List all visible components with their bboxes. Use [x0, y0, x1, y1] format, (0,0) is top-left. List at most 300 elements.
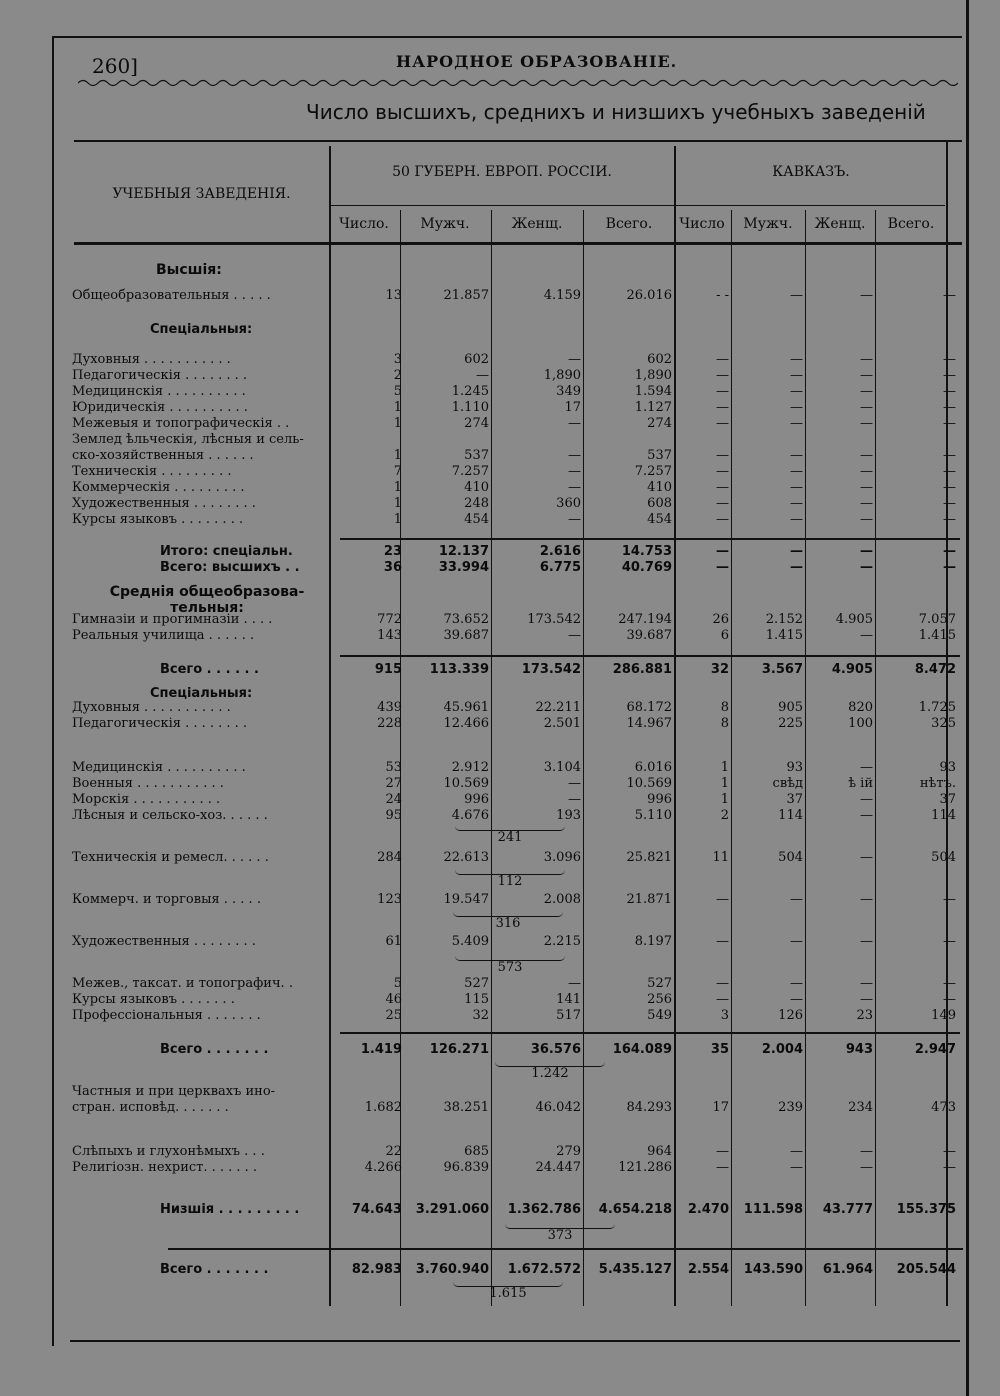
table-cell: 126 [778, 1008, 803, 1023]
table-cell: 24.447 [535, 1160, 581, 1175]
brace-line [455, 956, 565, 961]
row-label: Духовныя . . . . . . . . . . . [72, 700, 231, 715]
table-cell: 36.576 [530, 1042, 581, 1057]
col-men-2: Мужч. [743, 216, 793, 232]
table-cell: — [943, 416, 956, 431]
table-cell: — [790, 992, 803, 1007]
row-label: ско-хозяйственныя . . . . . . [72, 448, 254, 463]
row-label: Реальныя училища . . . . . . [72, 628, 255, 643]
brace-value: 1.242 [531, 1066, 569, 1081]
group-header-russia: 50 ГУБЕРН. ЕВРОП. РОССІИ. [392, 164, 612, 180]
table-cell: 1,890 [634, 368, 672, 383]
table-cell: 14.753 [621, 544, 672, 559]
table-cell: 26.016 [626, 288, 672, 303]
table-cell: 12.466 [443, 716, 489, 731]
row-label-header: УЧЕБНЫЯ ЗАВЕДЕНІЯ. [112, 186, 291, 202]
right-edge [966, 0, 969, 1396]
table-cell: 608 [647, 496, 672, 511]
table-cell: 4.654.218 [598, 1202, 672, 1217]
row-label: Слѣпыхъ и глухонѣмыхъ . . . [72, 1144, 265, 1159]
table-cell: 121.286 [618, 1160, 672, 1175]
table-cell: 155.375 [896, 1202, 956, 1217]
col-rule [674, 146, 676, 1306]
table-cell: — [568, 464, 581, 479]
table-cell: 149 [931, 1008, 956, 1023]
table-cell: — [790, 400, 803, 415]
table-cell: — [860, 1160, 873, 1175]
table-cell: 126.271 [429, 1042, 489, 1057]
table-cell: 4.266 [364, 1160, 402, 1175]
table-cell: 21.871 [626, 892, 672, 907]
table-cell: 685 [464, 1144, 489, 1159]
table-cell: 17 [564, 400, 581, 415]
table-cell: 173.542 [521, 662, 581, 677]
group-header-caucasus: КАВКАЗЪ. [772, 164, 850, 180]
table-cell: 279 [556, 1144, 581, 1159]
table-cell: 14.967 [626, 716, 672, 731]
row-label: Общеобразовательныя . . . . . [72, 288, 271, 303]
table-cell: — [790, 1160, 803, 1175]
table-cell: 1,890 [543, 368, 581, 383]
table-cell: — [860, 792, 873, 807]
table-cell: 164.089 [612, 1042, 672, 1057]
table-cell: 5.409 [451, 934, 489, 949]
table-cell: — [568, 480, 581, 495]
brace-line [455, 870, 565, 875]
table-cell: 22 [385, 1144, 402, 1159]
total-rule [168, 1248, 963, 1250]
table-cell: 8 [720, 716, 729, 731]
total-rule [340, 655, 960, 657]
table-cell: — [790, 544, 803, 559]
table-cell: 22.211 [535, 700, 581, 715]
table-cell: — [943, 1144, 956, 1159]
table-cell: 2.616 [539, 544, 581, 559]
table-cell: 410 [647, 480, 672, 495]
table-cell: 820 [848, 700, 873, 715]
row-label: Художественныя . . . . . . . . [72, 496, 256, 511]
row-label: Юридическія . . . . . . . . . . [72, 400, 248, 415]
row-label: Педагогическія . . . . . . . . [72, 368, 248, 383]
table-cell: — [860, 400, 873, 415]
table-cell: 3.104 [543, 760, 581, 775]
table-cell: — [716, 1144, 729, 1159]
col-total-1: Всего. [605, 216, 653, 232]
table-cell: — [860, 448, 873, 463]
table-cell: — [860, 480, 873, 495]
table-cell: 996 [464, 792, 489, 807]
table-cell: — [943, 288, 956, 303]
brace-line [453, 1282, 563, 1287]
row-label: Коммерческія . . . . . . . . . [72, 480, 245, 495]
table-cell: 95 [385, 808, 402, 823]
table-cell: — [860, 992, 873, 1007]
table-cell: — [568, 352, 581, 367]
header-top-rule [74, 140, 962, 142]
table-cell: — [943, 464, 956, 479]
table-cell: — [790, 1144, 803, 1159]
row-label: Всего: высшихъ . . [160, 560, 300, 575]
table-cell: 7.057 [918, 612, 956, 627]
table-cell: 772 [377, 612, 402, 627]
table-cell: 3 [720, 1008, 729, 1023]
table-cell: — [716, 384, 729, 399]
table-cell: 38.251 [443, 1100, 489, 1115]
table-cell: — [790, 368, 803, 383]
table-cell: 1.127 [634, 400, 672, 415]
brace-value: 1.615 [489, 1286, 527, 1301]
table-cell: 1 [720, 760, 729, 775]
table-cell: 12.137 [438, 544, 489, 559]
table-cell: — [860, 628, 873, 643]
table-cell: 1.110 [451, 400, 489, 415]
table-cell: — [860, 368, 873, 383]
table-cell: 115 [464, 992, 489, 1007]
table-cell: 360 [556, 496, 581, 511]
table-title: Число высшихъ, среднихъ и низшихъ учебныхъ заведеній [306, 100, 926, 124]
table-cell: — [943, 892, 956, 907]
table-cell: 113.339 [429, 662, 489, 677]
table-cell: 40.769 [621, 560, 672, 575]
row-label: Профессіональныя . . . . . . . [72, 1008, 261, 1023]
total-rule [340, 538, 960, 540]
table-cell: — [790, 496, 803, 511]
table-cell: 8 [720, 700, 729, 715]
table-cell: 6.016 [634, 760, 672, 775]
brace-value: 241 [497, 830, 523, 845]
row-label: Техническія и ремесл. . . . . . [72, 850, 269, 865]
table-cell: ѣ ій [848, 776, 873, 791]
col-men-1: Мужч. [420, 216, 470, 232]
table-cell: 2.947 [914, 1042, 956, 1057]
col-women-1: Женщ. [511, 216, 563, 232]
table-cell: 5 [393, 976, 402, 991]
table-cell: 2.912 [451, 760, 489, 775]
table-cell: — [860, 384, 873, 399]
table-cell: — [790, 352, 803, 367]
table-cell: — [860, 760, 873, 775]
row-label: Землед ѣльческія, лѣсныя и сель- [72, 432, 304, 447]
table-cell: 7.257 [451, 464, 489, 479]
table-cell: 173.542 [527, 612, 581, 627]
table-cell: — [943, 560, 956, 575]
table-cell: свѣд [772, 776, 803, 791]
brace-value: 316 [495, 916, 521, 931]
table-cell: 915 [374, 662, 402, 677]
table-cell: — [476, 368, 489, 383]
row-label: Частныя и при церквахъ ино- [72, 1084, 276, 1099]
table-cell: 228 [377, 716, 402, 731]
col-rule [875, 210, 876, 1306]
table-cell: 5 [393, 384, 402, 399]
table-cell: 96.839 [443, 1160, 489, 1175]
table-cell: 1 [393, 416, 402, 431]
table-cell: 2.215 [543, 934, 581, 949]
table-cell: — [790, 480, 803, 495]
row-label: Медицинскія . . . . . . . . . . [72, 760, 246, 775]
table-cell: — [860, 808, 873, 823]
row-label: Техническія . . . . . . . . . [72, 464, 232, 479]
table-cell: 46 [385, 992, 402, 1007]
table-cell: — [790, 976, 803, 991]
table-cell: 234 [848, 1100, 873, 1115]
table-cell: — [860, 934, 873, 949]
table-cell: — [790, 560, 803, 575]
table-cell: 284 [377, 850, 402, 865]
table-cell: — [568, 416, 581, 431]
table-cell: 410 [464, 480, 489, 495]
table-cell: — [943, 992, 956, 1007]
table-cell: 248 [464, 496, 489, 511]
table-cell: 537 [464, 448, 489, 463]
table-cell: — [716, 448, 729, 463]
table-cell: — [568, 448, 581, 463]
table-cell: 527 [464, 976, 489, 991]
section-title: НАРОДНОЕ ОБРАЗОВАНІЕ. [396, 52, 678, 71]
table-cell: 964 [647, 1144, 672, 1159]
table-cell: — [943, 544, 956, 559]
table-cell: — [860, 1144, 873, 1159]
row-label: Религіозн. нехрист. . . . . . . [72, 1160, 258, 1175]
table-cell: — [943, 976, 956, 991]
table-cell: — [716, 892, 729, 907]
table-cell: 143.590 [743, 1262, 803, 1277]
table-cell: — [716, 544, 729, 559]
row-label: Морскія . . . . . . . . . . . [72, 792, 221, 807]
table-cell: 1 [393, 448, 402, 463]
table-cell: 32 [472, 1008, 489, 1023]
table-cell: 2 [720, 808, 729, 823]
table-cell: 996 [647, 792, 672, 807]
table-cell: 6 [720, 628, 729, 643]
table-cell: — [716, 560, 729, 575]
table-cell: 1.672.572 [507, 1262, 581, 1277]
table-cell: 100 [848, 716, 873, 731]
row-label: Военныя . . . . . . . . . . . [72, 776, 224, 791]
table-cell: 1 [720, 792, 729, 807]
table-cell: 36 [383, 560, 402, 575]
table-cell: 111.598 [743, 1202, 803, 1217]
table-cell: - - [716, 288, 729, 303]
table-cell: 39.687 [443, 628, 489, 643]
table-cell: 10.569 [443, 776, 489, 791]
table-cell: 32 [710, 662, 729, 677]
table-cell: — [943, 512, 956, 527]
table-cell: — [943, 384, 956, 399]
table-cell: 325 [931, 716, 956, 731]
table-cell: — [568, 628, 581, 643]
row-label: Медицинскія . . . . . . . . . . [72, 384, 246, 399]
table-cell: 517 [556, 1008, 581, 1023]
table-cell: — [860, 850, 873, 865]
table-cell: 123 [377, 892, 402, 907]
table-cell: 21.857 [443, 288, 489, 303]
row-label: Всего . . . . . . [160, 662, 259, 677]
table-cell: — [716, 934, 729, 949]
page-number: 260] [92, 54, 138, 78]
row-label: Курсы языковъ . . . . . . . . [72, 512, 244, 527]
section-special-2: Спеціальныя: [150, 686, 253, 701]
table-cell: 1.682 [364, 1100, 402, 1115]
brace-value: 573 [497, 960, 523, 975]
table-cell: 93 [786, 760, 803, 775]
table-cell: 4.905 [831, 662, 873, 677]
row-label: Межев., таксат. и топографич. . [72, 976, 293, 991]
brace-line [495, 1062, 605, 1067]
table-cell: 504 [931, 850, 956, 865]
table-cell: 239 [778, 1100, 803, 1115]
row-label: Итого: спеціальн. [160, 544, 293, 559]
table-cell: 13 [385, 288, 402, 303]
table-cell: 3.096 [543, 850, 581, 865]
table-cell: — [790, 934, 803, 949]
table-cell: 2.004 [761, 1042, 803, 1057]
table-cell: 1.362.786 [507, 1202, 581, 1217]
table-cell: — [790, 288, 803, 303]
col-rule [329, 146, 331, 1306]
table-cell: нѣтъ. [919, 776, 956, 791]
table-cell: 4.676 [451, 808, 489, 823]
table-cell: 4.905 [835, 612, 873, 627]
table-cell: — [790, 384, 803, 399]
table-cell: — [943, 368, 956, 383]
col-count-1: Число. [339, 216, 389, 232]
table-cell: — [943, 480, 956, 495]
table-cell: — [860, 976, 873, 991]
table-cell: — [790, 892, 803, 907]
table-cell: 143 [377, 628, 402, 643]
table-cell: 2.152 [765, 612, 803, 627]
table-cell: — [860, 560, 873, 575]
table-cell: — [790, 448, 803, 463]
table-cell: — [943, 448, 956, 463]
table-cell: 473 [931, 1100, 956, 1115]
table-cell: 256 [647, 992, 672, 1007]
table-cell: — [716, 464, 729, 479]
table-cell: 93 [939, 760, 956, 775]
section-secondary: Среднія общеобразова-тельныя: [109, 584, 305, 616]
table-cell: 1 [720, 776, 729, 791]
table-cell: 73.652 [443, 612, 489, 627]
table-cell: 8.197 [634, 934, 672, 949]
table-cell: 24 [385, 792, 402, 807]
bottom-border [70, 1340, 960, 1342]
table-cell: 454 [464, 512, 489, 527]
col-rule [583, 210, 584, 1306]
table-cell: 1.415 [918, 628, 956, 643]
section-special: Спеціальныя: [150, 322, 253, 337]
col-rule [491, 210, 492, 1306]
table-cell: 4.159 [543, 288, 581, 303]
table-cell: — [860, 544, 873, 559]
table-cell: 11 [712, 850, 729, 865]
table-cell: 7 [393, 464, 402, 479]
table-cell: 45.961 [443, 700, 489, 715]
table-cell: — [716, 416, 729, 431]
table-cell: — [790, 512, 803, 527]
table-cell: — [943, 934, 956, 949]
brace-value: 373 [547, 1228, 573, 1243]
table-cell: — [716, 368, 729, 383]
table-cell: 537 [647, 448, 672, 463]
brace-value: 112 [497, 874, 523, 889]
row-label: Низшія . . . . . . . . . [160, 1202, 300, 1217]
table-cell: — [790, 464, 803, 479]
table-cell: 43.777 [822, 1202, 873, 1217]
table-cell: — [860, 416, 873, 431]
table-cell: 454 [647, 512, 672, 527]
table-cell: 3.291.060 [415, 1202, 489, 1217]
table-cell: — [943, 496, 956, 511]
table-cell: 74.643 [351, 1202, 402, 1217]
table-cell: 274 [464, 416, 489, 431]
table-cell: 141 [556, 992, 581, 1007]
table-cell: — [568, 512, 581, 527]
table-cell: 1 [393, 496, 402, 511]
table-cell: 25 [385, 1008, 402, 1023]
row-label: Педагогическія . . . . . . . . [72, 716, 248, 731]
table-cell: 8.472 [914, 662, 956, 677]
table-cell: 1.594 [634, 384, 672, 399]
table-cell: — [943, 1160, 956, 1175]
section-higher: Высшія: [156, 262, 222, 278]
table-cell: 527 [647, 976, 672, 991]
col-women-2: Женщ. [814, 216, 866, 232]
col-rule [731, 210, 732, 1306]
table-cell: 1.245 [451, 384, 489, 399]
table-cell: — [860, 892, 873, 907]
col-rule [805, 210, 806, 1306]
table-cell: 943 [845, 1042, 873, 1057]
table-cell: — [943, 400, 956, 415]
col-total-2: Всего. [887, 216, 935, 232]
table-cell: 274 [647, 416, 672, 431]
table-cell: 22.613 [443, 850, 489, 865]
table-cell: — [860, 512, 873, 527]
table-cell: 193 [556, 808, 581, 823]
table-cell: — [716, 352, 729, 367]
table-cell: 53 [385, 760, 402, 775]
table-cell: 247.194 [618, 612, 672, 627]
table-cell: 286.881 [612, 662, 672, 677]
subheader-rule [330, 205, 945, 206]
total-rule [340, 1032, 960, 1034]
table-cell: — [716, 976, 729, 991]
wavy-rule [78, 78, 958, 88]
table-cell: 61.964 [822, 1262, 873, 1277]
table-cell: 349 [556, 384, 581, 399]
row-label: Лѣсныя и сельско-хоз. . . . . . [72, 808, 268, 823]
table-cell: — [716, 512, 729, 527]
table-cell: 82.983 [351, 1262, 402, 1277]
table-cell: 2.501 [543, 716, 581, 731]
table-cell: 2.008 [543, 892, 581, 907]
table-cell: — [568, 776, 581, 791]
row-label: Всего . . . . . . . [160, 1042, 269, 1057]
row-label: стран. исповѣд. . . . . . . [72, 1100, 229, 1115]
table-cell: 68.172 [626, 700, 672, 715]
table-cell: 114 [778, 808, 803, 823]
table-cell: 39.687 [626, 628, 672, 643]
table-cell: — [716, 1160, 729, 1175]
top-border [52, 36, 962, 38]
table-cell: — [568, 976, 581, 991]
table-cell: 1 [393, 480, 402, 495]
header-bottom-rule [74, 242, 962, 245]
table-cell: — [860, 288, 873, 303]
table-cell: 37 [939, 792, 956, 807]
table-cell: 1.419 [360, 1042, 402, 1057]
